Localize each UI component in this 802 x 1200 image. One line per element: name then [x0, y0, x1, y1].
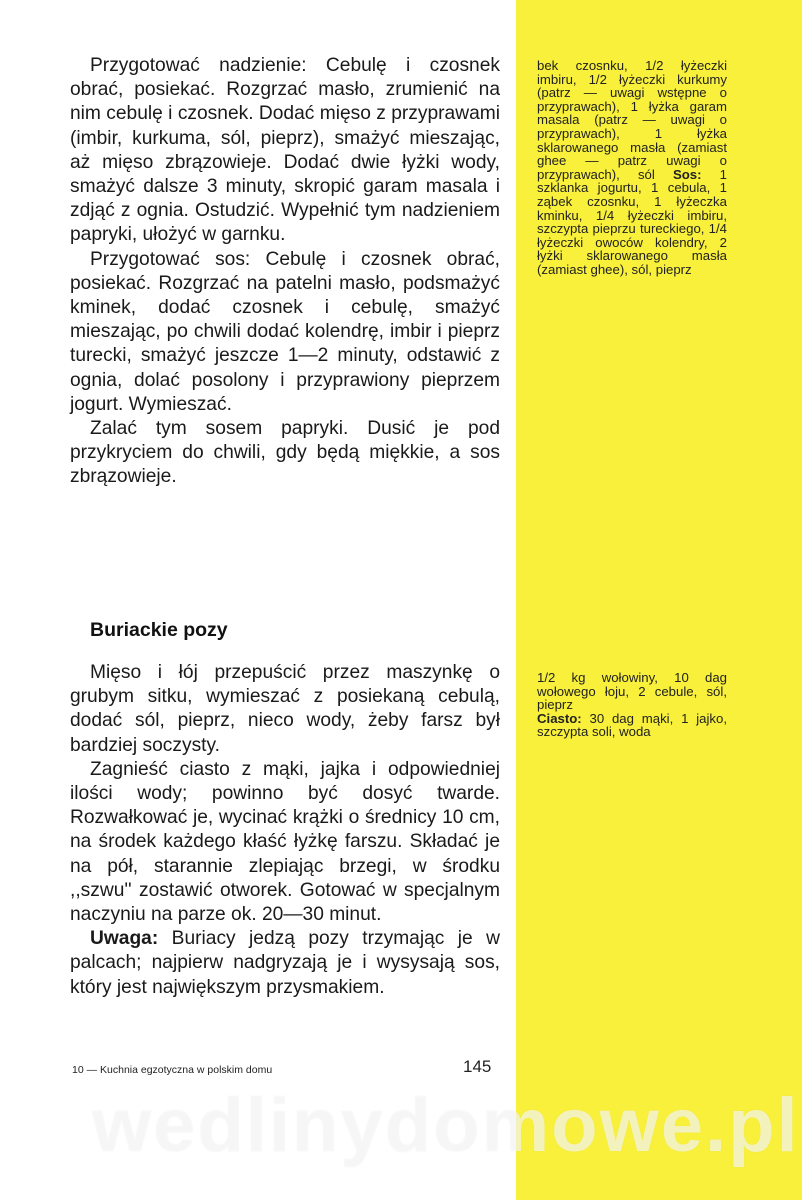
paragraph-sauce: Przygotować sos: Cebulę i czosnek obrać, posiekać. Rozgrzać na patelni masło, podsmażyć kminek, dodać czosnek i cebulę, smażyć mieszając, po chwili dodać kolendrę, imbir i pieprz turecki, smażyć jeszcze 1—2 minuty, odstawić z ognia, dolać posolony i przyprawiony pieprzem jogurt. Wymieszać. [70, 248, 500, 415]
note-label: Uwaga: [90, 928, 159, 950]
paragraph-dough: Zagnieść ciasto z mąki, jajka i odpowiedniej ilości wody; powinno być dosyć twarde. Rozwałkować je, wycinać krążki o średnicy 10 cm, na środek każdego kłaść łyżkę farszu. Składać je na pół, starannie zlepiając brzegi, w środku ,,szwu'' zostawić otworek. Gotować w specjalnym naczyniu na parze ok. 20—30 minut. [70, 758, 500, 926]
page-number: 145 [463, 1057, 492, 1076]
dough-label: Ciasto: [537, 710, 582, 726]
recipe-title: Buriackie pozy [90, 619, 228, 641]
note-text: Buriacy jedzą pozy trzymając je w palcach; najpierw nadgryzają je i wysysają sos, który jest największym przysmakiem. [70, 928, 500, 998]
ingredients-bottom [537, 671, 727, 739]
paragraph-meat: Mięso i łój przepuścić przez maszynkę o grubym sitku, wymieszać z posiekaną cebulą, dodać sól, pieprz, nieco wody, żeby farsz był bardziej soczysty. [70, 662, 500, 756]
footer-note: 10 — Kuchnia egzotyczna w polskim domu [72, 1064, 273, 1076]
paragraph-filling: Przygotować nadzienie: Cebulę i czosnek obrać, posiekać. Rozgrzać masło, zrumienić na nim cebulę i czosnek. Dodać mięso z przyprawami (imbir, kurkuma, sól, pieprz), smażyć mieszając, aż mięso zbrązowieje. Dodać dwie łyżki wody, smażyć dalsze 3 minuty, skropić garam masala i zdjąć z ognia. Ostudzić. Wypełnić tym nadzieniem papryki, ułożyć w garnku. [70, 55, 500, 246]
ingredients-bottom-main: 1/2 kg wołowiny, 10 dag wołowego łoju, 2 cebule, sól, pieprz [537, 670, 727, 713]
dough-ingredients: 30 dag mąki, 1 jajko, szczypta soli, woda [537, 710, 727, 740]
paragraph-stew: Zalać tym sosem papryki. Dusić je pod przykryciem do chwili, gdy będą miękkie, a sos zbrązowieje. [70, 418, 500, 488]
ingredients-top [537, 59, 727, 277]
recipe-top-text [70, 54, 500, 490]
ingredients-top-main: bek czosnku, 1/2 łyżeczki imbiru, 1/2 łyżeczki kurkumy (patrz — uwagi wstępne o przyprawach), 1 łyżka garam masala (patrz — uwagi o przyprawach), 1 łyżka sklarowanego masła (zamiast ghee — patrz uwagi o przyprawach), sól [537, 58, 727, 182]
sauce-ingredients: 1 szklanka jogurtu, 1 cebula, 1 ząbek czosnku, 1 łyżeczka kminku, 1/4 łyżeczki imbiru, szczypta pieprzu tureckiego, 1/4 łyżeczki owoców kolendry, 2 łyżki sklarowanego masła (zamiast ghee), sól, pieprz [537, 166, 727, 277]
sauce-label: Sos: [672, 166, 702, 182]
watermark: wedlinydomowe.pl [92, 1083, 800, 1168]
paragraph-note [70, 927, 500, 1000]
recipe-bottom-text [70, 661, 500, 1000]
